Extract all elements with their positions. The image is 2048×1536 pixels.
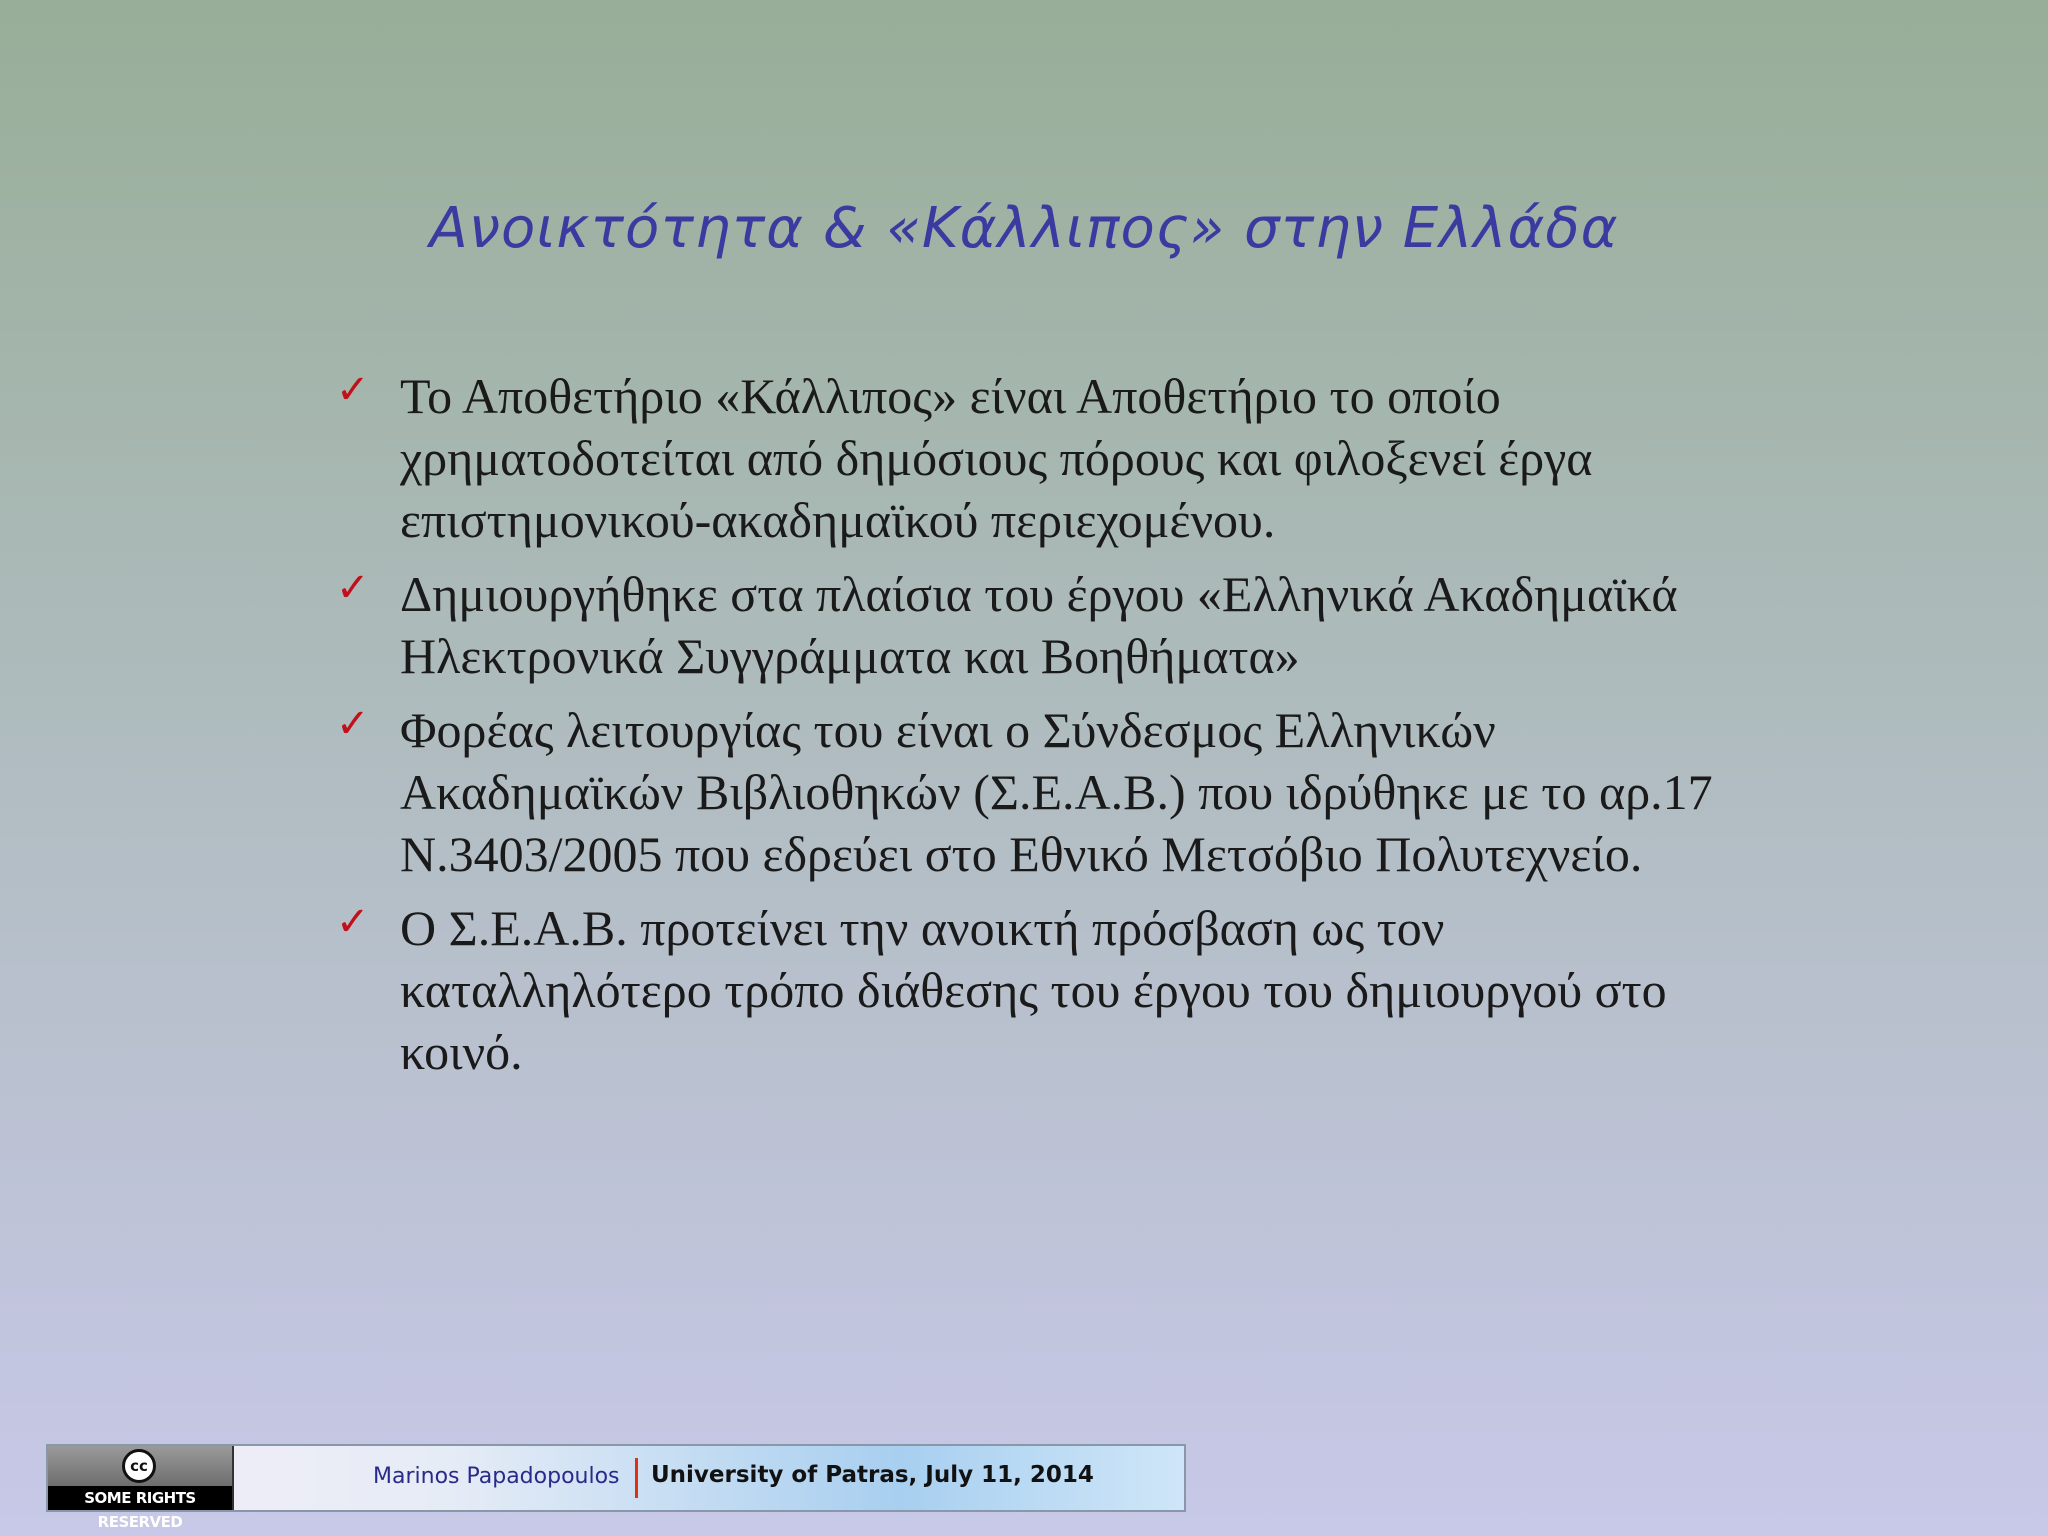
bullet-item — [336, 563, 1736, 687]
footer-author: Marinos Papadopoulos — [373, 1464, 620, 1489]
check-icon: ✓ — [336, 367, 370, 413]
footer-separator — [635, 1458, 638, 1498]
bullet-text: Δημιουργήθηκε στα πλαίσια του έργου «Ελληνικά Ακαδημαϊκά Ηλεκτρονικά Συγγράμματα και Βοηθήματα» — [400, 566, 1678, 684]
creative-commons-icon: cc — [122, 1449, 156, 1483]
footer-place-date: University of Patras, July 11, 2014 — [651, 1462, 1094, 1488]
bullet-item — [336, 699, 1736, 885]
bullet-list — [336, 365, 1736, 1095]
cc-badge-label: SOME RIGHTS RESERVED — [48, 1486, 232, 1510]
bullet-text: Ο Σ.Ε.Α.Β. προτείνει την ανοικτή πρόσβαση ως τον καταλληλότερο τρόπο διάθεσης του έργου του δημιουργού στο κοινό. — [400, 900, 1667, 1080]
check-icon: ✓ — [336, 899, 370, 945]
bullet-text: Φορέας λειτουργίας του είναι ο Σύνδεσμος Ελληνικών Ακαδημαϊκών Βιβλιοθηκών (Σ.Ε.Α.Β.) που ιδρύθηκε με το αρ.17 Ν.3403/2005 που εδρεύει στο Εθνικό Μετσόβιο Πολυτεχνείο. — [400, 702, 1713, 882]
bullet-text: Το Αποθετήριο «Κάλλιπος» είναι Αποθετήριο το οποίο χρηματοδοτείται από δημόσιους πόρους και φιλοξενεί έργα επιστημονικού-ακαδημαϊκού περιεχομένου. — [400, 368, 1593, 548]
check-icon: ✓ — [336, 565, 370, 611]
bullet-item — [336, 365, 1736, 551]
footer-bar — [46, 1444, 1186, 1531]
check-icon: ✓ — [336, 701, 370, 747]
bullet-item — [336, 897, 1736, 1083]
slide-title: Ανοικτότητα & «Κάλλιπος» στην Ελλάδα — [429, 196, 1619, 261]
cc-license-badge[interactable] — [48, 1446, 234, 1531]
